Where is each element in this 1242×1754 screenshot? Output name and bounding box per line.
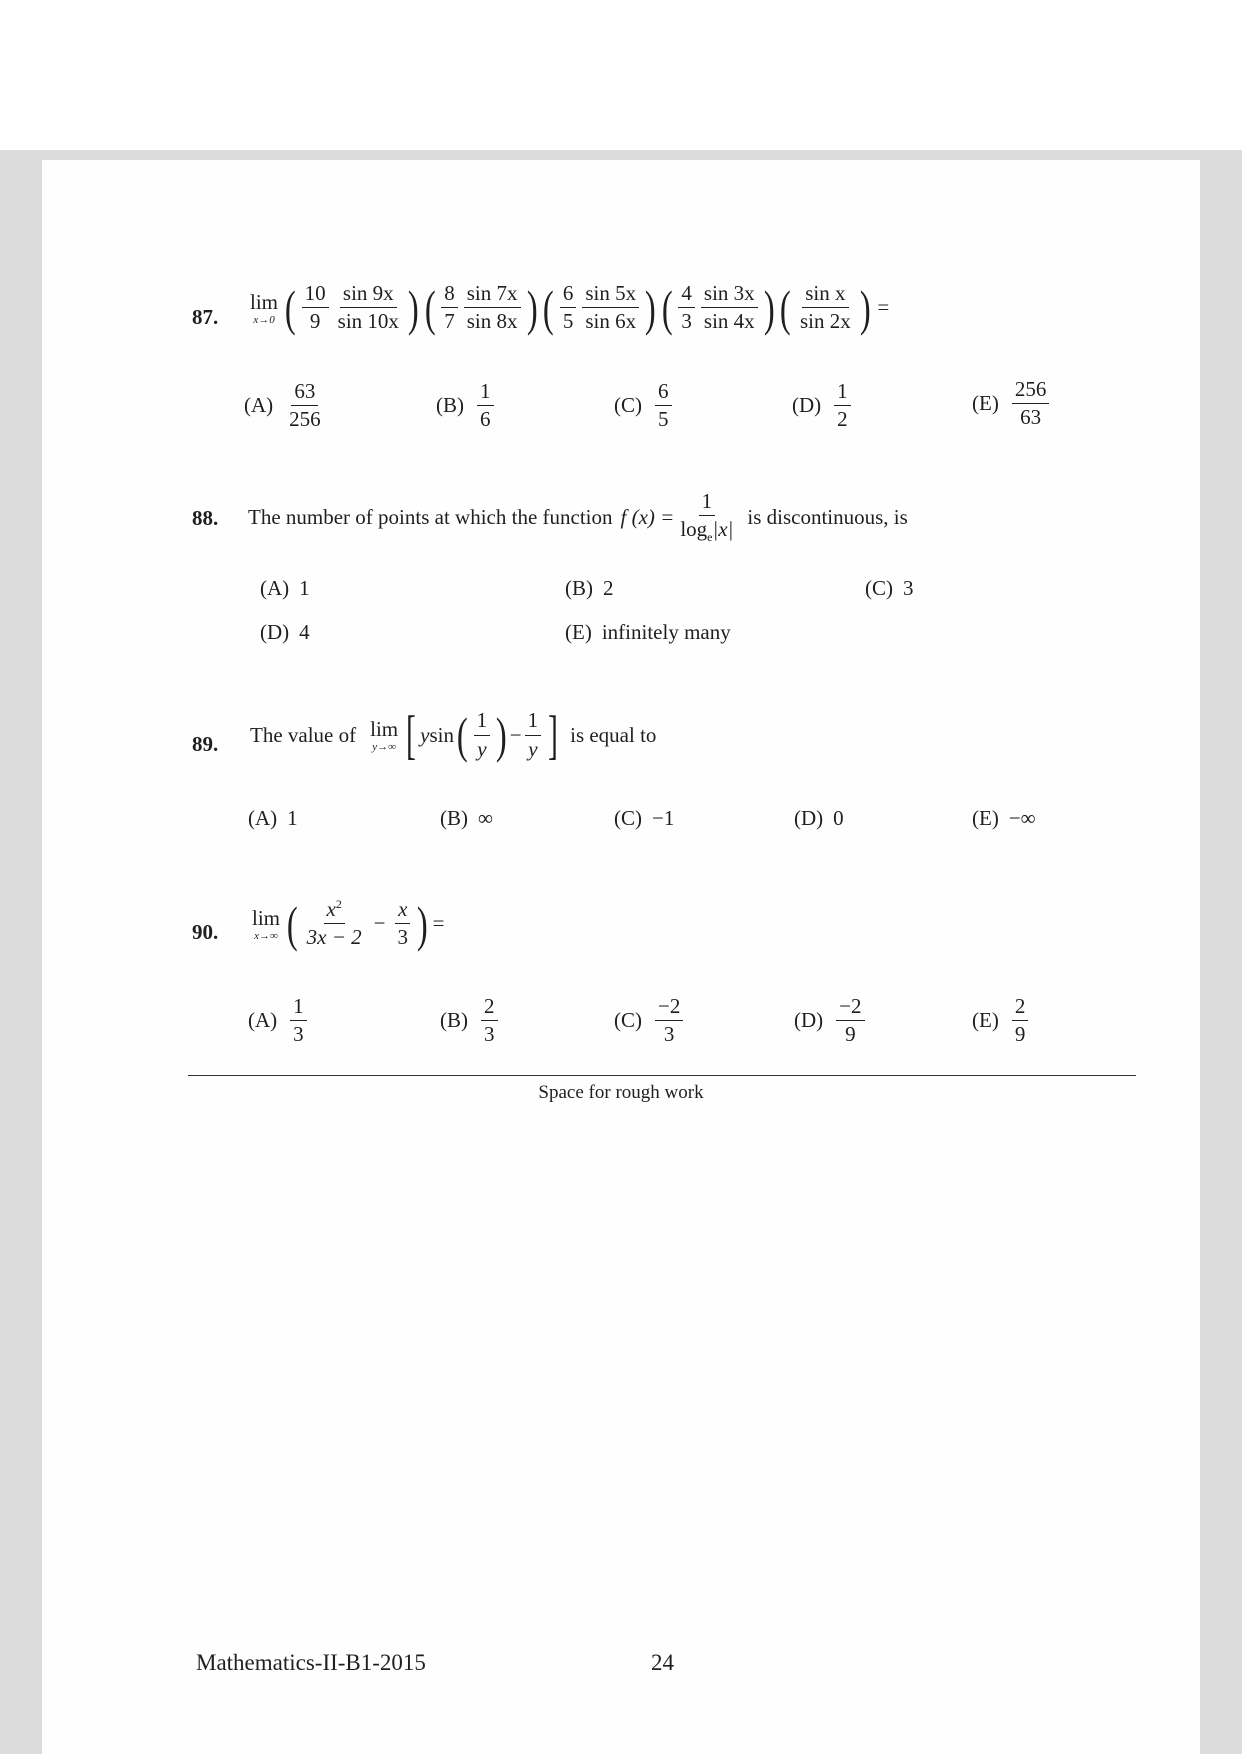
question-89-option-e[interactable]: (E) −∞ bbox=[972, 806, 1036, 830]
question-88-option-c[interactable]: (C) 3 bbox=[865, 576, 914, 600]
limit-operator: lim y→∞ bbox=[370, 717, 399, 753]
question-89-option-b[interactable]: (B) ∞ bbox=[440, 806, 493, 830]
question-88-option-d[interactable]: (D) 4 bbox=[260, 620, 310, 644]
question-88-option-e[interactable]: (E) infinitely many bbox=[565, 620, 731, 644]
rough-work-label: Space for rough work bbox=[538, 1082, 704, 1103]
question-87-option-a[interactable]: (A) $\frac{63}{256}$ bbox=[244, 379, 321, 432]
limit-operator: lim x→0 bbox=[250, 289, 279, 326]
question-87-number: 87. bbox=[192, 305, 219, 329]
question-89-number: 89. bbox=[192, 732, 219, 756]
question-89-option-c[interactable]: (C) −1 bbox=[614, 806, 675, 830]
question-87-expression: lim x→0 ( $\frac{10}{9}$ $\frac{\sin 9x}{\sin 10x}$ ) ( $\frac{8}{7}$ $\frac{\sin 7x}{\sin 8x}$ ) ( $\frac{6}{5}$ $\frac{\sin 5x}{\sin 6x}$ ) ( $\frac{4}{3}$ $\frac{\sin 3x}{\sin 4x}$ ) ( $\frac{\text{sin x}}{\sin 2x}$ ) = bbox=[250, 279, 890, 336]
question-87-option-d[interactable]: (D) $\frac{1}{2}$ bbox=[792, 380, 854, 431]
question-88-stem: The number of points at which the function f (x) = $\frac{1}{\log_e|x|}$ is discontinuous, is bbox=[248, 489, 908, 545]
question-90-number: 90. bbox=[192, 920, 219, 944]
question-90-option-d[interactable]: (D) $\frac{-2}{9}$ bbox=[794, 995, 868, 1046]
limit-operator: lim x→∞ bbox=[252, 905, 281, 942]
question-90-option-c[interactable]: (C) $\frac{-2}{3}$ bbox=[614, 995, 686, 1046]
question-90-option-a[interactable]: (A) $\frac{1}{3}$ bbox=[248, 995, 310, 1046]
question-89-stem: The value of lim y→∞ [ y sin ( $\frac{1}{y}$ ) − $\frac{1}{y}$ ] is equal to bbox=[250, 705, 657, 765]
question-87-option-c[interactable]: (C) $\frac{6}{5}$ bbox=[614, 380, 675, 431]
paper-code: Mathematics-II-B1-2015 bbox=[196, 1650, 426, 1675]
question-89-option-d[interactable]: (D) 0 bbox=[794, 806, 844, 830]
rough-work-divider bbox=[188, 1075, 1136, 1076]
question-90-option-e[interactable]: (E) $\frac{2}{9}$ bbox=[972, 995, 1031, 1046]
question-90-expression: lim x→∞ ( $\frac{x^2}{3x - 2}$ − $\frac{x}{3}$ ) = bbox=[252, 895, 445, 952]
question-88-option-b[interactable]: (B) 2 bbox=[565, 576, 614, 600]
question-89-option-a[interactable]: (A) 1 bbox=[248, 806, 298, 830]
question-87-option-e[interactable]: (E) $\frac{256}{63}$ bbox=[972, 378, 1052, 429]
question-88-number: 88. bbox=[192, 506, 219, 530]
question-88-option-a[interactable]: (A) 1 bbox=[260, 576, 310, 600]
question-90-option-b[interactable]: (B) $\frac{2}{3}$ bbox=[440, 995, 501, 1046]
page-number: 24 bbox=[651, 1650, 674, 1675]
question-87-option-b[interactable]: (B) $\frac{1}{6}$ bbox=[436, 380, 497, 431]
